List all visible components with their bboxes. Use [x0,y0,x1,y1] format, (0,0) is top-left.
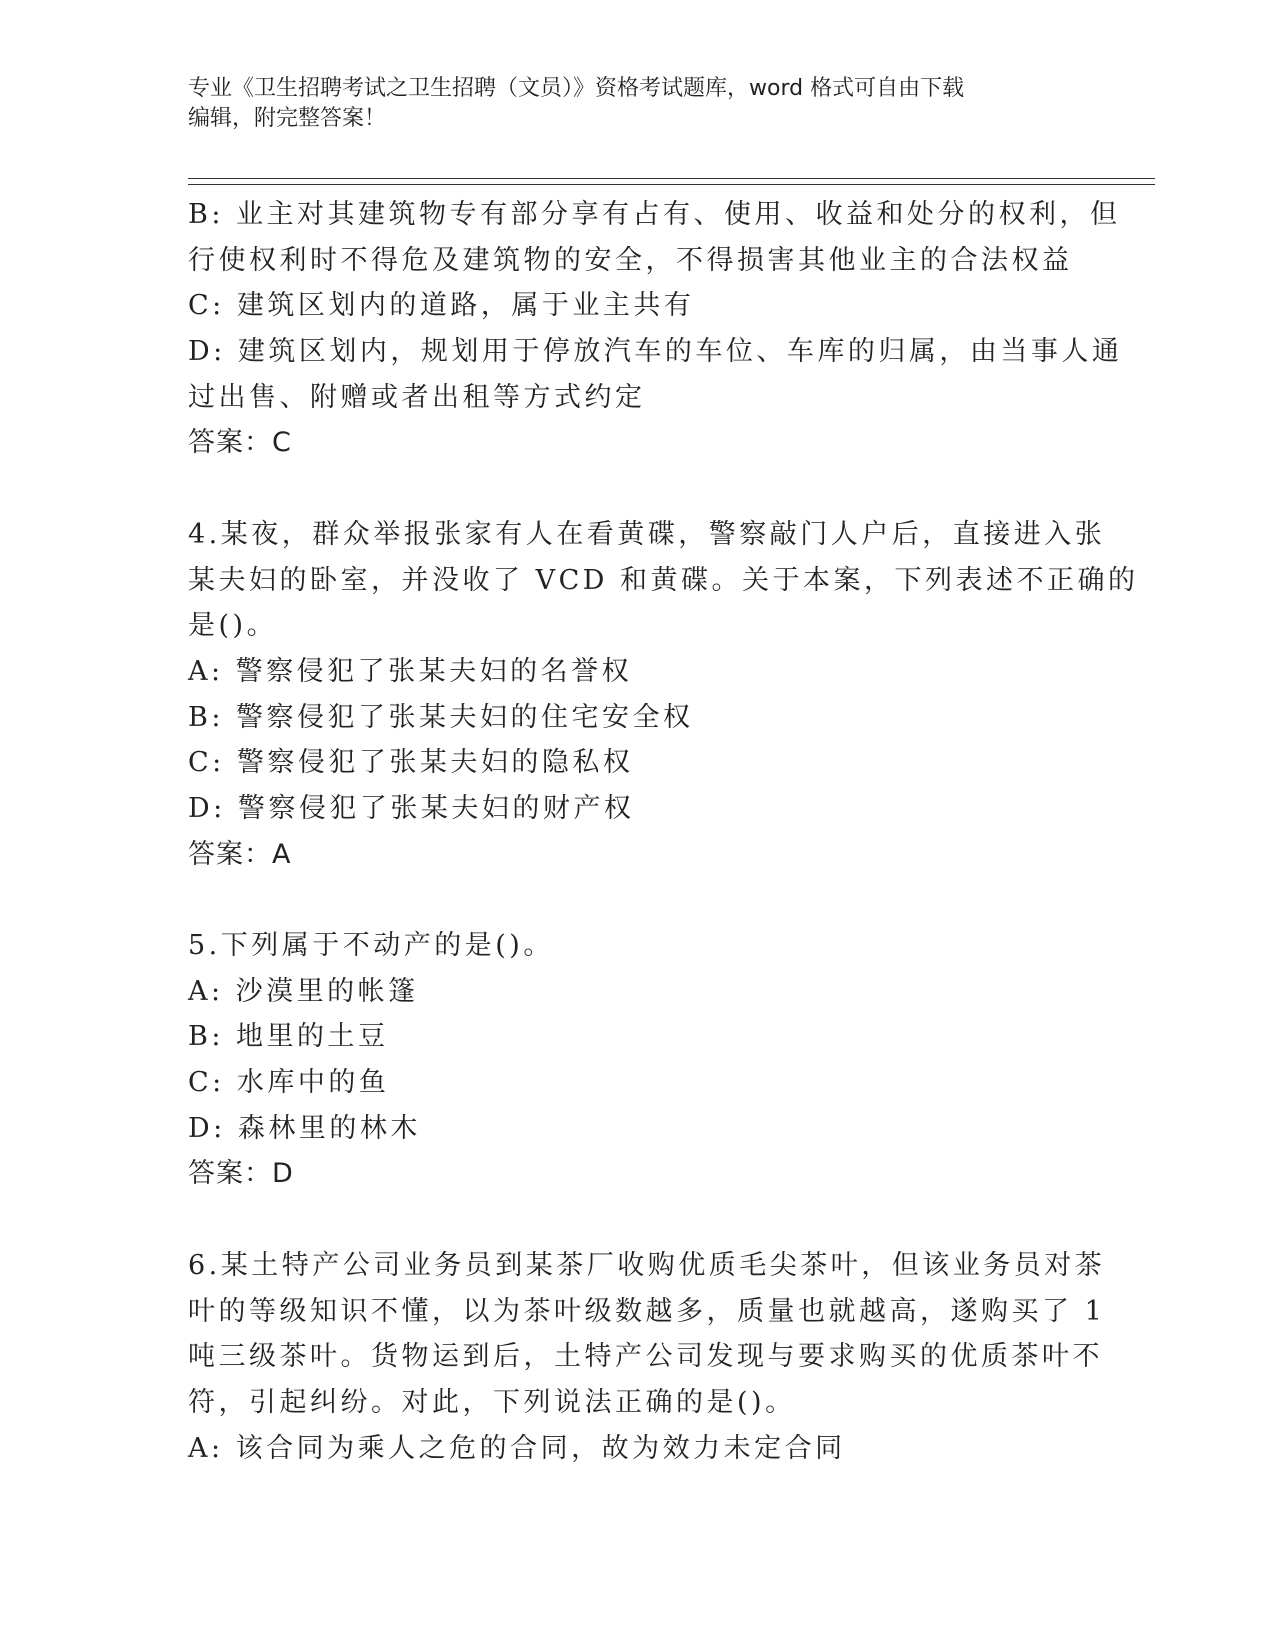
question-stem-continued: 是()。 [188,610,278,642]
question-stem-continued: 某夫妇的卧室，并没收了 VCD 和黄碟。关于本案，下列表述不正确的 [188,564,1139,596]
question-5 [188,923,1088,1197]
question-4 [188,512,1139,878]
spacer [188,466,1088,512]
header-divider-top [188,178,1155,179]
answer: 答案：D [188,1158,294,1190]
spacer [188,877,1088,923]
option-a: A: 警察侵犯了张某夫妇的名誉权 [188,655,633,687]
option-b: B: 业主对其建筑物专有部分享有占有、使用、收益和处分的权利，但 [188,199,1121,230]
question-3 [188,192,1123,466]
option-b-continued: 行使权利时不得危及建筑物的安全，不得损害其他业主的合法权益 [188,244,1073,276]
header-divider-bottom [188,184,1155,185]
question-stem: 4.某夜，群众举报张家有人在看黄碟，警察敲门人户后，直接进入张 [188,518,1106,550]
spacer [188,1197,1088,1243]
option-b: B: 警察侵犯了张某夫妇的住宅安全权 [188,701,694,733]
header-line-2: 编辑，附完整答案！ [188,106,387,131]
question-6 [188,1243,1106,1471]
option-c: C: 警察侵犯了张某夫妇的隐私权 [188,747,634,779]
option-d-continued: 过出售、附赠或者出租等方式约定 [188,381,646,413]
option-a: A: 沙漠里的帐篷 [188,975,419,1007]
question-stem-continued: 符，引起纠纷。对此，下列说法正确的是()。 [188,1386,796,1418]
question-stem: 5.下列属于不动产的是()。 [188,930,554,961]
option-a: A: 该合同为乘人之危的合同，故为效力未定合同 [188,1432,846,1464]
question-stem-continued: 叶的等级知识不懂，以为茶叶级数越多，质量也就越高，遂购买了 1 [188,1295,1106,1327]
option-c: C: 建筑区划内的道路，属于业主共有 [188,290,695,322]
option-d: D: 警察侵犯了张某夫妇的财产权 [188,792,635,824]
answer: 答案：C [188,427,292,459]
page-header [188,74,1068,134]
header-line-1: 专业《卫生招聘考试之卫生招聘（文员）》资格考试题库，word 格式可自由下载 [188,76,965,101]
option-b: B: 地里的土豆 [188,1021,389,1053]
question-stem-continued: 吨三级茶叶。货物运到后，土特产公司发现与要求购买的优质茶叶不 [188,1341,1103,1373]
question-list [188,192,1139,1471]
option-d: D: 森林里的林木 [188,1112,421,1144]
option-d: D: 建筑区划内，规划用于停放汽车的车位、车库的归属，由当事人通 [188,336,1123,368]
answer: 答案：A [188,838,292,870]
option-c: C: 水库中的鱼 [188,1067,390,1099]
question-stem: 6.某土特产公司业务员到某茶厂收购优质毛尖茶叶，但该业务员对茶 [188,1249,1106,1281]
